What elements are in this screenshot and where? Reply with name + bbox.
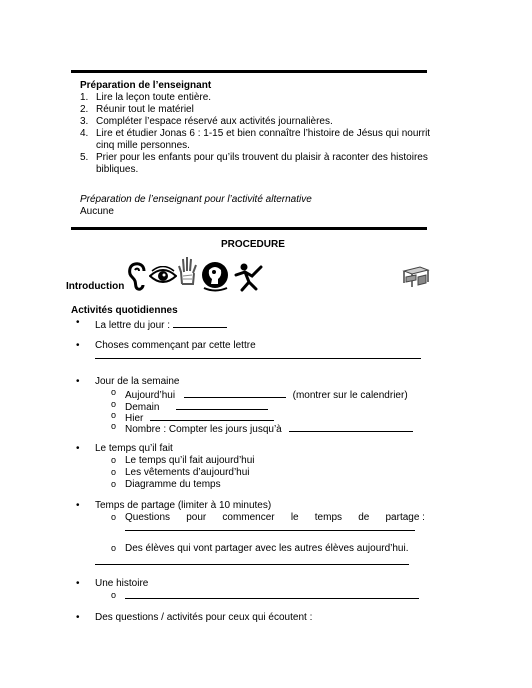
head-icon xyxy=(200,260,230,292)
partage-eleves-blank[interactable] xyxy=(95,564,409,565)
activities-title: Activités quotidiennes xyxy=(71,305,178,316)
alt-prep-title: Préparation de l’enseignant pour l’activité alternative xyxy=(80,194,312,205)
aujourdhui-blank[interactable] xyxy=(184,387,286,398)
letter-text: La lettre du jour : xyxy=(95,320,171,331)
questions-label: Des questions / activités pour ceux qui écoutent : xyxy=(95,612,313,623)
bullet: • xyxy=(76,578,80,589)
bullet: • xyxy=(76,376,80,387)
demain-blank[interactable] xyxy=(176,399,268,410)
word: de xyxy=(358,512,370,523)
sub-bullet: o xyxy=(111,512,117,522)
prep-item-num: 2. xyxy=(80,104,89,115)
aujourdhui-label: Aujourd’hui xyxy=(125,390,176,401)
word: commencer xyxy=(222,512,275,523)
partage-questions-blank[interactable] xyxy=(125,530,415,531)
sub-bullet: o xyxy=(111,399,117,409)
hier-blank[interactable] xyxy=(150,410,274,421)
jour-label: Jour de la semaine xyxy=(95,376,180,387)
letter-blank[interactable] xyxy=(173,317,227,328)
ear-icon xyxy=(127,262,149,292)
letter-label xyxy=(95,317,227,332)
procedure-heading: PROCEDURE xyxy=(221,239,285,250)
sub-bullet: o xyxy=(111,543,117,553)
sub-bullet: o xyxy=(111,479,117,489)
prep-item-num: 4. xyxy=(80,128,89,139)
sub-bullet: o xyxy=(111,421,117,431)
prep-item-text: Réunir tout le matériel xyxy=(96,104,194,115)
hier-label: Hier xyxy=(125,413,144,424)
prep-item-num: 3. xyxy=(80,116,89,127)
temps-item: Le temps qu’il fait aujourd’hui xyxy=(125,455,255,466)
choses-blank[interactable] xyxy=(95,358,421,359)
histoire-blank[interactable] xyxy=(125,598,419,599)
temps-item: Les vêtements d’aujourd’hui xyxy=(125,467,250,478)
histoire-label: Une histoire xyxy=(95,578,149,589)
bullet: • xyxy=(76,612,80,623)
bullet: • xyxy=(76,340,80,351)
temps-label: Le temps qu’il fait xyxy=(95,443,173,454)
partage-eleves: Des élèves qui vont partager avec les autres élèves aujourd’hui. xyxy=(125,543,409,554)
aujourdhui-note: (montrer sur le calendrier) xyxy=(292,390,408,401)
bullet: • xyxy=(76,500,80,511)
sub-bullet: o xyxy=(111,590,117,600)
partage-label: Temps de partage (limiter à 10 minutes) xyxy=(95,500,272,511)
sub-bullet: o xyxy=(111,467,117,477)
prep-item-num: 1. xyxy=(80,92,89,103)
partage-questions xyxy=(125,512,425,524)
nombre-row xyxy=(125,421,413,436)
demain-label: Demain xyxy=(125,402,160,413)
prep-item-text: Prier pour les enfants pour qu’ils trouvent du plaisir à raconter des histoires xyxy=(96,152,428,163)
sub-bullet: o xyxy=(111,410,117,420)
sub-bullet: o xyxy=(111,455,117,465)
prep-item-text: Lire et étudier Jonas 6 : 1-15 et bien connaître l’histoire de Jésus qui nourrit xyxy=(96,128,431,139)
bullet: • xyxy=(76,443,80,454)
prep-item-cont: bibliques. xyxy=(96,164,139,175)
prep-item-cont: cinq mille personnes. xyxy=(96,140,190,151)
prep-title: Préparation de l’enseignant xyxy=(80,80,212,91)
sub-bullet: o xyxy=(111,387,117,397)
hand-icon xyxy=(177,256,199,286)
stretching-person-icon xyxy=(232,262,266,292)
section-rule xyxy=(71,227,427,230)
prep-item-text: Lire la leçon toute entière. xyxy=(96,92,212,103)
bullet: • xyxy=(76,317,80,328)
prep-item-text: Compléter l’espace réservé aux activités journalières. xyxy=(96,116,333,127)
eye-icon xyxy=(149,266,177,286)
choses-label: Choses commençant par cette lettre xyxy=(95,340,256,351)
word: Questions xyxy=(125,512,171,523)
word: temps xyxy=(314,512,343,523)
alt-prep-value: Aucune xyxy=(80,206,114,217)
word: pour xyxy=(186,512,207,523)
nombre-blank[interactable] xyxy=(289,421,413,432)
temps-item: Diagramme du temps xyxy=(125,479,221,490)
prep-item-num: 5. xyxy=(80,152,89,163)
intro-label: Introduction xyxy=(66,281,125,292)
nombre-label: Nombre : Compter les jours jusqu’à xyxy=(125,424,282,435)
top-rule xyxy=(71,70,427,73)
desk-icon xyxy=(402,265,430,289)
word: partage : xyxy=(385,512,425,523)
word: le xyxy=(290,512,299,523)
